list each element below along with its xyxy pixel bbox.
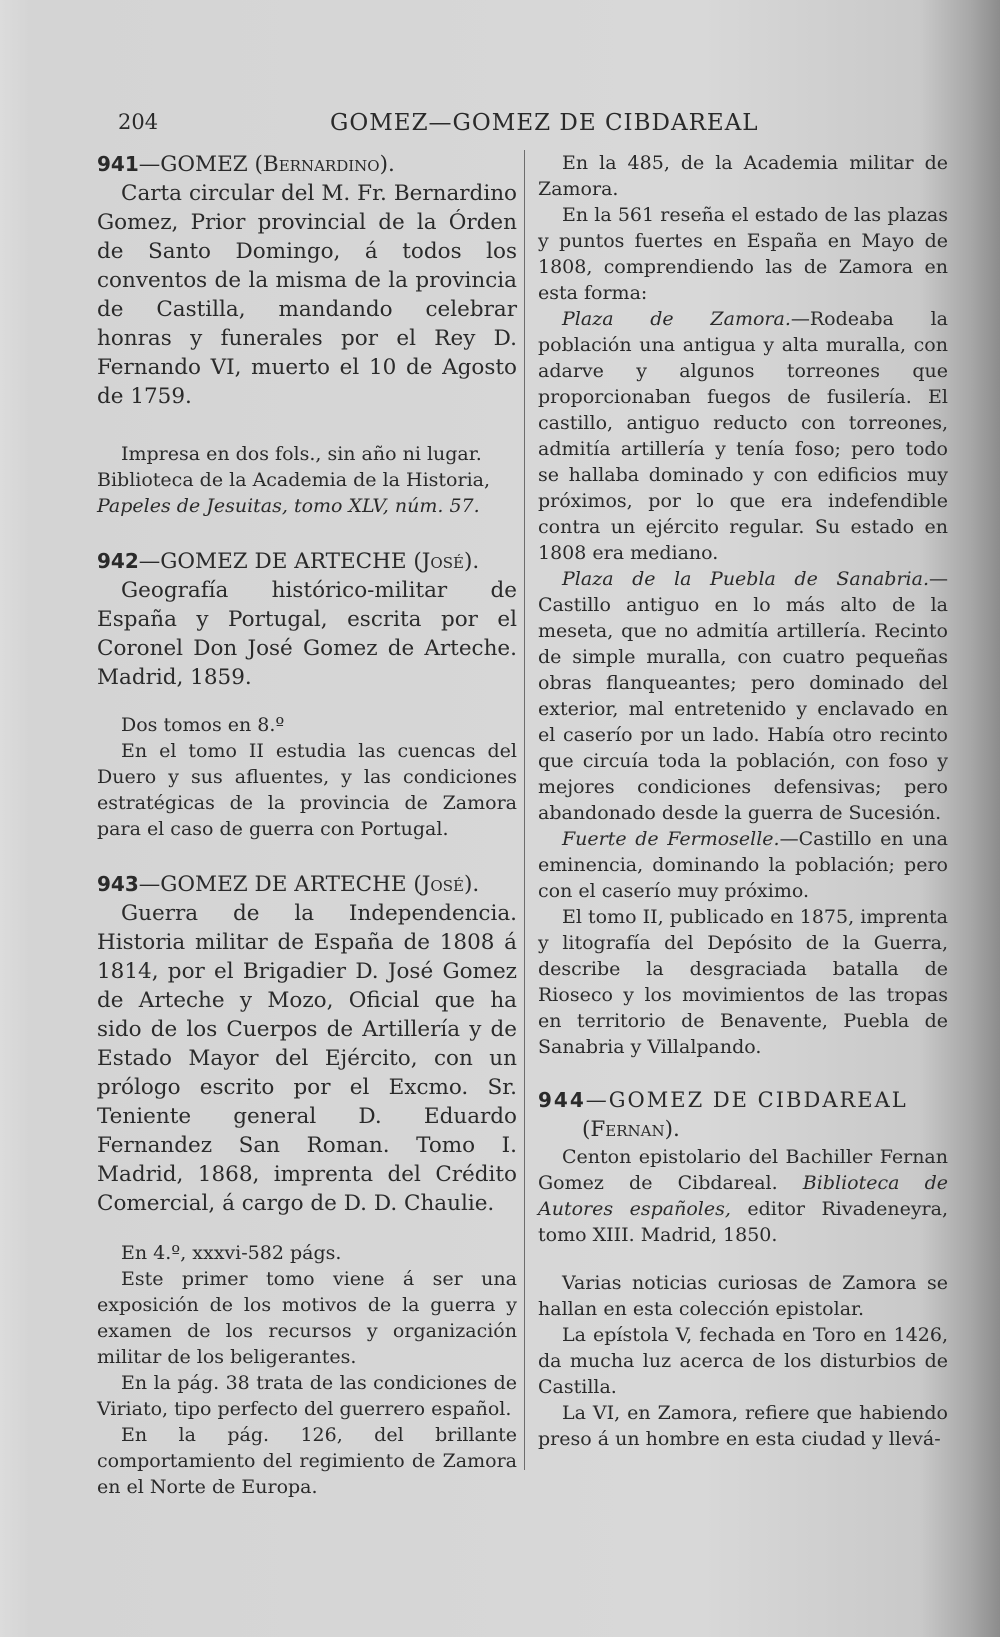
paragraph: En la 485, de la Academia militar de Zamora. [538, 152, 948, 200]
entry-note: Impresa en dos fols., sin año ni lugar. [121, 443, 482, 465]
entry-note: La VI, en Zamora, refiere que habiendo preso á un hombre en esta ciudad y llevá- [538, 1402, 948, 1450]
entry-title-text: Geografía histórico-militar de España y Portugal, escrita por el Coronel Don José Gomez de Arteche. Madrid, 1859. [97, 578, 517, 690]
entry-note: Biblioteca de la Academia de la Historia, [97, 469, 491, 491]
entry-943 [97, 870, 517, 1500]
entry-note: En la pág. 126, del brillante comportamiento del regimiento de Zamora en el Norte de Europa. [97, 1424, 517, 1498]
entry-given-name: José [421, 549, 464, 574]
entry-number: 944 [538, 1088, 586, 1112]
paragraph: En la 561 reseña el estado de las plazas y puntos fuertes en España en Mayo de 1808, comprendiendo las de Zamora en esta forma: [538, 204, 948, 304]
entry-open: ( [582, 1117, 591, 1142]
place-text: —Castillo antiguo en lo más alto de la meseta, que no admitía artillería. Recinto de simple muralla, con cuatro pequeñas obras flanqueantes; pero dominado del exterior, mal entretenido y enclavado en el caserío por un lado. Había otro recinto que circuía toda la población, con foso y mejores condiciones defensivas; pero abandonado desde la guerra de Sucesión. [538, 568, 948, 824]
entry-number: 941 [97, 152, 139, 176]
entry-given-name: José [421, 872, 464, 897]
left-column [97, 150, 517, 1528]
entry-name: —GOMEZ DE ARTECHE ( [138, 872, 422, 897]
entry-title [97, 179, 517, 411]
entry-note: Papeles de Jesuitas, tomo XLV, núm. 57. [97, 495, 480, 517]
running-head [110, 110, 820, 140]
entry-title [538, 1144, 948, 1248]
entry-heading [538, 1086, 948, 1115]
entry-close: ). [379, 152, 395, 177]
entry-number: 943 [97, 872, 139, 896]
entry-title-part: editor Rivadeneyra, tomo XIII. Madrid, 1850. [538, 1198, 949, 1246]
entry-note: En 4.º, xxxvi-582 págs. [121, 1242, 342, 1264]
entry-heading [97, 870, 517, 899]
place-description [538, 306, 948, 566]
column-divider [524, 150, 525, 1470]
entry-given-line [538, 1115, 948, 1144]
entry-name: —GOMEZ DE ARTECHE ( [138, 549, 422, 574]
entry-name: —GOMEZ ( [138, 152, 263, 177]
page-number: 204 [118, 110, 159, 134]
place-name: Fuerte de Fermoselle. [562, 828, 780, 850]
entry-note: Dos tomos en 8.º [121, 714, 285, 736]
entry-given-name: Fernan [590, 1117, 665, 1142]
entry-heading [97, 150, 517, 179]
entry-941 [97, 150, 517, 519]
entry-name: —GOMEZ DE CIBDAREAL [585, 1088, 908, 1112]
entry-number: 942 [97, 549, 139, 573]
entry-notes [97, 441, 517, 519]
entry-title-part: Centon epistolario del Bachiller Fernan Gomez de Cibdareal. [538, 1146, 948, 1194]
entry-944 [538, 1086, 948, 1452]
entry-title-text [538, 1144, 948, 1248]
entry-note: Este primer tomo viene á ser una exposición de los motivos de la guerra y examen de los recursos y organización militar de los beligerantes. [97, 1268, 517, 1368]
place-name: Plaza de la Puebla de Sanabria. [562, 568, 929, 590]
place-text: —Castillo en una eminencia, dominando la población; pero con el caserío muy próximo. [538, 828, 948, 902]
entry-heading [97, 547, 517, 576]
place-description [538, 566, 948, 826]
entry-title-text: Guerra de la Independencia. Historia militar de España de 1808 á 1814, por el Brigadier D. José Gomez de Arteche y Mozo, Oficial que ha sido de los Cuerpos de Artillería y de Estado Mayor del Ejército, con un prólogo escrito por el Excmo. Sr. Teniente general D. Eduardo Fernandez San Roman. Tomo I. Madrid, 1868, imprenta del Crédito Comercial, á cargo de D. D. Chaulie. [97, 901, 517, 1216]
entry-close: ). [463, 549, 480, 574]
entry-notes [97, 1240, 517, 1500]
entry-given-name: Bernardino [262, 152, 380, 177]
entry-notes [538, 1270, 948, 1452]
entry-title-italic: Biblioteca de Autores españoles, [538, 1172, 948, 1220]
entry-942 [97, 547, 517, 842]
entry-title [97, 899, 517, 1218]
entry-title-text: Carta circular del M. Fr. Bernardino Gomez, Prior provincial de la Órden de Santo Domingo, á todos los conventos de la misma de la provincia de Castilla, mandando celebrar honras y funerales por el Rey D. Fernando VI, muerto el 10 de Agosto de 1759. [97, 181, 517, 409]
place-name: Plaza de Zamora. [562, 308, 791, 330]
running-title: GOMEZ—GOMEZ DE CIBDAREAL [330, 110, 759, 136]
entry-note: Varias noticias curiosas de Zamora se hallan en esta colección epistolar. [538, 1272, 948, 1320]
entry-note: En la pág. 38 trata de las condiciones de Viriato, tipo perfecto del guerrero español. [97, 1372, 517, 1420]
paragraph: El tomo II, publicado en 1875, imprenta y litografía del Depósito de la Guerra, describe la desgraciada batalla de Rioseco y los movimientos de las tropas en territorio de Benavente, Puebla de Sanabria y Villalpando. [538, 906, 948, 1058]
entry-note: La epístola V, fechada en Toro en 1426, da mucha luz acerca de los disturbios de Castilla. [538, 1324, 948, 1398]
right-column [538, 150, 948, 1480]
place-description [538, 826, 948, 904]
place-text: —Rodeaba la población una antigua y alta muralla, con adarve y algunos torreones que proporcionaban fuegos de fusilería. El castillo, antiguo reducto con torreones, admitía artillería y tenía foso; pero todo se hallaba dominado y con edificios muy próximos, por lo que era indefendible contra un ejército regular. Su estado en 1808 era mediano. [538, 308, 948, 564]
entry-close: ). [664, 1117, 680, 1142]
entry-notes [97, 712, 517, 842]
entry-title [97, 576, 517, 692]
entry-note: En el tomo II estudia las cuencas del Duero y sus afluentes, y las condiciones estratégicas de la provincia de Zamora para el caso de guerra con Portugal. [97, 740, 517, 840]
entry-close: ). [463, 872, 480, 897]
